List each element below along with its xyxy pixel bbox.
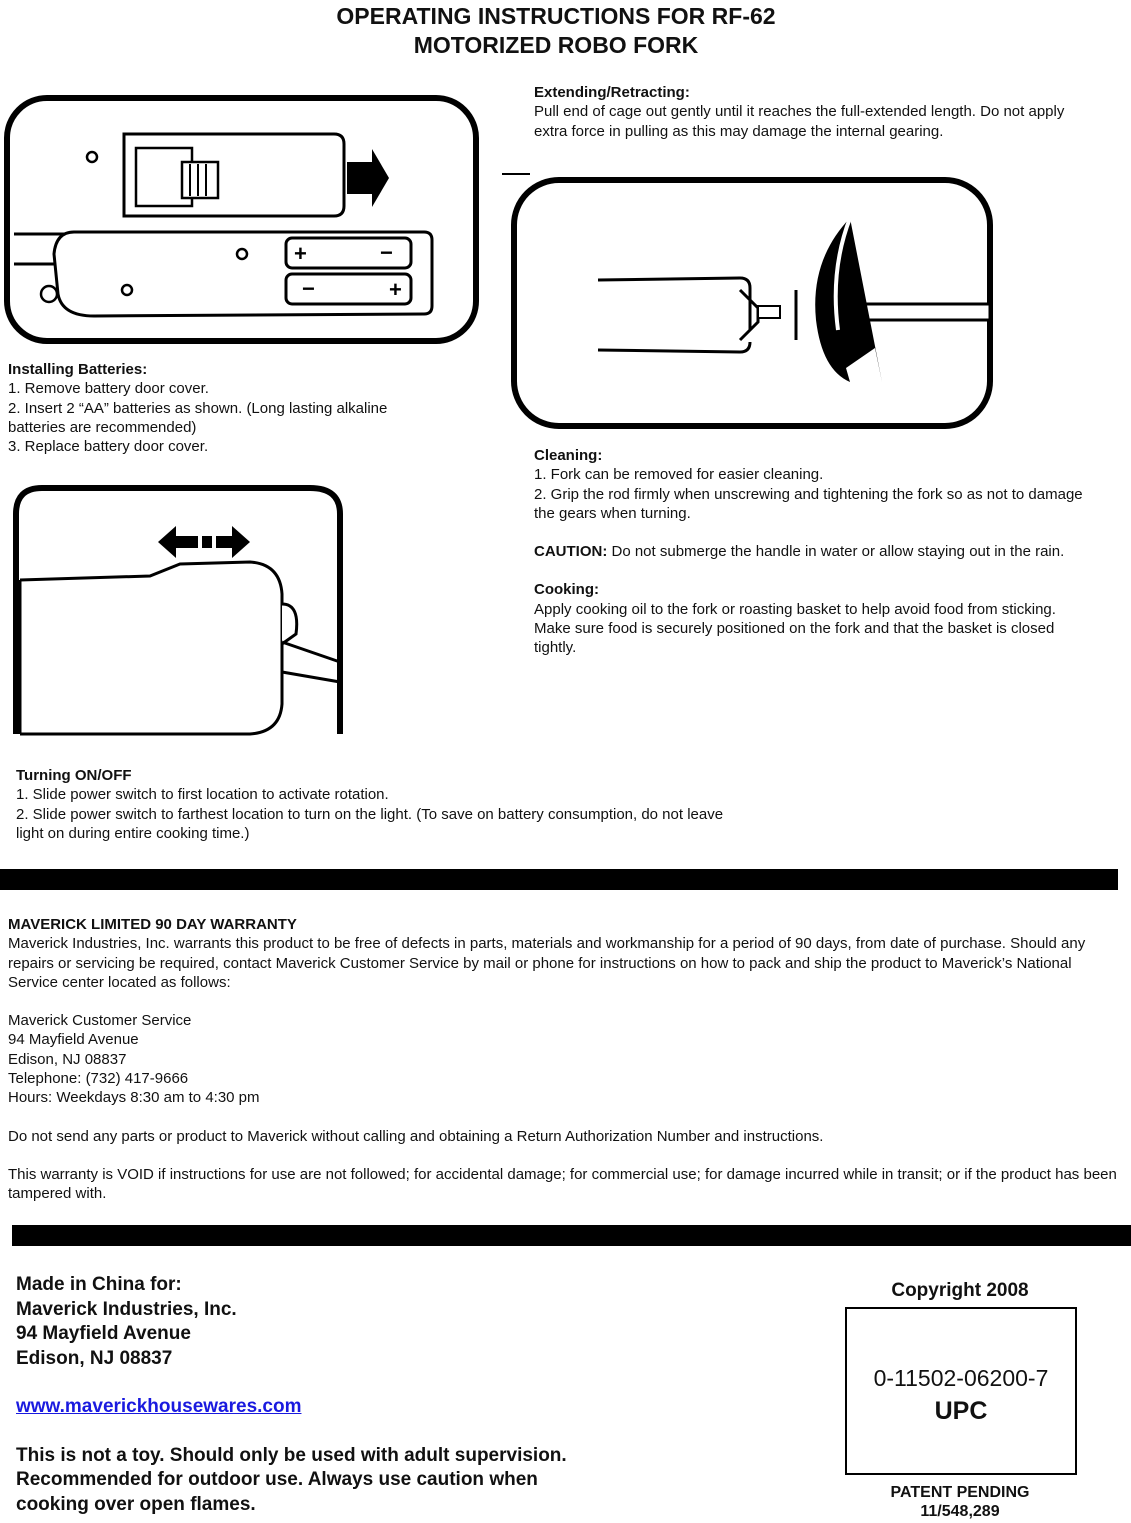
extending-text: Pull end of cage out gently until it reaches the full-extended length. Do not apply extra force in pulling as this may damage the internal gearing. — [534, 103, 1065, 140]
caution-body: Do not submerge the handle in water or allow staying out in the rain. — [607, 543, 1065, 561]
service-hours: Hours: Weekdays 8:30 am to 4:30 pm — [8, 1089, 260, 1107]
document-title — [0, 2, 1112, 60]
manufacturer-block — [16, 1273, 616, 1517]
copyright-text: Copyright 2008 — [891, 1280, 1029, 1301]
company-city: Edison, NJ 08837 — [16, 1347, 173, 1369]
batteries-heading: Installing Batteries: — [8, 361, 148, 378]
batteries-step-2: 2. Insert 2 “AA” batteries as shown. (Long lasting alkaline batteries are recommended) — [8, 399, 388, 436]
warranty-section — [8, 915, 1118, 1204]
upc-label — [840, 1280, 1080, 1522]
cleaning-heading: Cleaning: — [534, 447, 603, 464]
svg-text:−: − — [302, 276, 315, 301]
svg-text:−: − — [380, 240, 393, 265]
title-line-1: OPERATING INSTRUCTIONS FOR RF-62 — [336, 3, 776, 29]
warranty-heading: MAVERICK LIMITED 90 DAY WARRANTY — [8, 916, 297, 933]
service-street: 94 Mayfield Avenue — [8, 1031, 139, 1049]
upc-label-text: UPC — [934, 1397, 988, 1425]
service-name: Maverick Customer Service — [8, 1012, 192, 1030]
return-note: Do not send any parts or product to Maverick without calling and obtaining a Return Authorization Number and instructions. — [8, 1127, 824, 1145]
title-line-2: MOTORIZED ROBO FORK — [413, 32, 699, 58]
cleaning-step-2: 2. Grip the rod firmly when unscrewing and tightening the fork so as not to damage the gears when turning. — [534, 485, 1083, 522]
website-link[interactable]: www.maverickhousewares.com — [16, 1396, 302, 1417]
warranty-text: Maverick Industries, Inc. warrants this product to be free of defects in parts, materials and workmanship for a period of 90 days, from date of purchase. Should any repairs or servicing be required, contact Maverick Customer Service by mail or phone for instructions on how to pack and ship the product to Maverick’s National Service center located as follows: — [8, 935, 1086, 991]
cleaning-section — [534, 446, 1094, 658]
company-name: Maverick Industries, Inc. — [16, 1298, 237, 1320]
batteries-step-1: 1. Remove battery door cover. — [8, 380, 209, 398]
batteries-step-3: 3. Replace battery door cover. — [8, 438, 209, 456]
company-street: 94 Mayfield Avenue — [16, 1323, 191, 1344]
caution-label: CAUTION: — [534, 543, 608, 561]
patent-pending: PATENT PENDING — [890, 1484, 1030, 1501]
patent-block — [840, 1483, 1080, 1521]
svg-text:+: + — [389, 277, 402, 302]
cooking-text: Apply cooking oil to the fork or roasting basket to help avoid food from sticking. Make sure food is securely positioned on the fork and that the basket is closed tightly. — [534, 600, 1056, 657]
made-in-line: Made in China for: — [16, 1274, 182, 1295]
svg-text:+: + — [294, 241, 307, 266]
power-switch-illustration — [10, 484, 346, 742]
caution-text — [534, 542, 1094, 561]
cleaning-step-1: 1. Fork can be removed for easier cleaning. — [534, 466, 824, 484]
battery-install-illustration — [4, 94, 480, 346]
void-note: This warranty is VOID if instructions for use are not followed; for accidental damage; for commercial use; for damage incurred while in transit; or if the product has been tampered with. — [8, 1165, 1117, 1203]
cooking-heading: Cooking: — [534, 581, 599, 599]
section-divider-top — [0, 869, 1118, 890]
service-phone: Telephone: (732) 417-9666 — [8, 1070, 189, 1088]
power-heading: Turning ON/OFF — [16, 767, 132, 784]
extending-section — [534, 83, 1094, 141]
patent-number: 11/548,289 — [920, 1503, 1000, 1520]
upc-number: 0-11502-06200-7 — [873, 1365, 1049, 1391]
power-step-1: 1. Slide power switch to first location to activate rotation. — [16, 786, 389, 804]
power-step-2: 2. Slide power switch to farthest location to turn on the light. (To save on battery consumption, do not leave light on during entire cooking time.) — [16, 805, 724, 842]
fork-removal-illustration — [500, 170, 1000, 432]
upc-box — [845, 1307, 1077, 1475]
power-section — [16, 766, 736, 843]
service-city: Edison, NJ 08837 — [8, 1050, 127, 1068]
safety-notice: This is not a toy. Should only be used with adult supervision. Recommended for outdoor use. Always use caution when cooking over open flames. — [16, 1444, 567, 1515]
extending-heading: Extending/Retracting: — [534, 84, 690, 101]
section-divider-bottom — [12, 1225, 1131, 1246]
batteries-section — [8, 360, 448, 456]
